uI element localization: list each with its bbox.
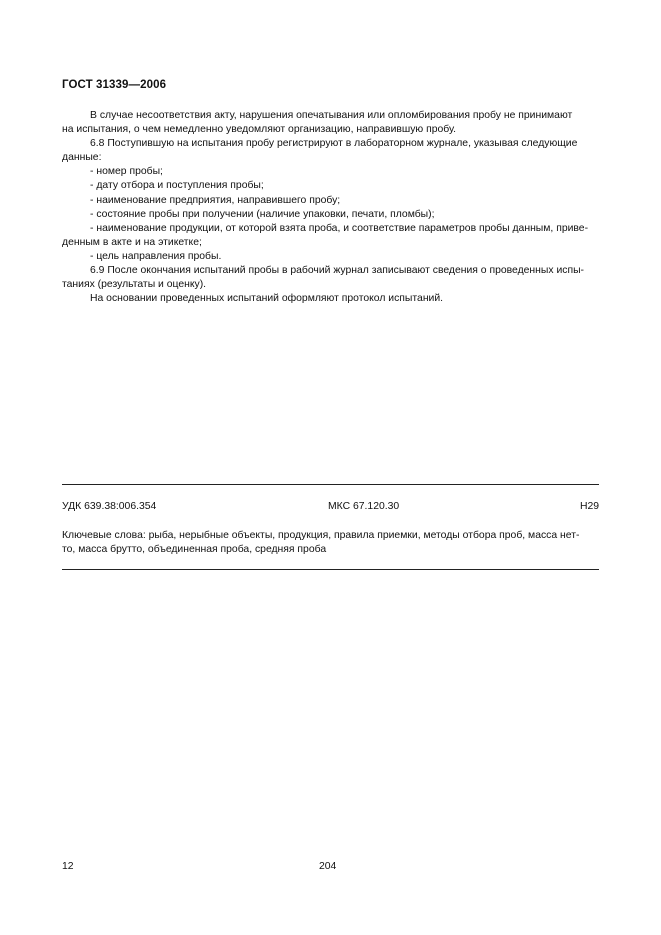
list-item: - дату отбора и поступления пробы;: [90, 180, 264, 192]
list-item-continuation: денным в акте и на этикетке;: [62, 236, 202, 248]
list-item: - наименование предприятия, направившего пробу;: [90, 194, 341, 206]
keywords-line: то, масса брутто, объединенная проба, средняя проба: [62, 544, 327, 556]
keywords-block: [62, 529, 599, 557]
list-item: - номер пробы;: [90, 166, 163, 178]
document-body: [62, 109, 598, 306]
clause-6-8-line: данные:: [62, 152, 102, 164]
group-code: Н29: [579, 501, 599, 512]
udk-code: УДК 639.38:006.354: [62, 501, 157, 512]
page-number: 12: [62, 861, 74, 872]
divider-bottom: [62, 569, 599, 570]
list-item: - наименование продукции, от которой взята проба, и соответствие параметров пробы данным, приве-: [90, 222, 589, 234]
mks-code: МКС 67.120.30: [328, 501, 400, 512]
clause-6-9-line: таниях (результаты и оценку).: [62, 279, 207, 291]
list-item: - цель направления пробы.: [90, 250, 222, 262]
sheet-number: 204: [319, 861, 337, 872]
paragraph-line: В случае несоответствия акту, нарушения опечатывания или опломбирования пробу не принимают: [90, 110, 573, 121]
divider-top: [62, 484, 599, 485]
keywords-line: Ключевые слова: рыба, нерыбные объекты, продукция, правила приемки, методы отбора проб, масса нет-: [62, 530, 580, 541]
list-item: - состояние пробы при получении (наличие упаковки, печати, пломбы);: [90, 208, 435, 220]
paragraph-line: На основании проведенных испытаний оформляют протокол испытаний.: [90, 293, 444, 305]
clause-6-9-line: 6.9 После окончания испытаний пробы в рабочий журнал записывают сведения о проведенных испы-: [90, 265, 585, 277]
document-header: ГОСТ 31339—2006: [62, 79, 167, 91]
clause-6-8-line: 6.8 Поступившую на испытания пробу регистрируют в лабораторном журнале, указывая следующие: [90, 138, 578, 150]
paragraph-line: на испытания, о чем немедленно уведомляют организацию, направившую пробу.: [62, 124, 457, 136]
classification-codes: [62, 501, 599, 515]
